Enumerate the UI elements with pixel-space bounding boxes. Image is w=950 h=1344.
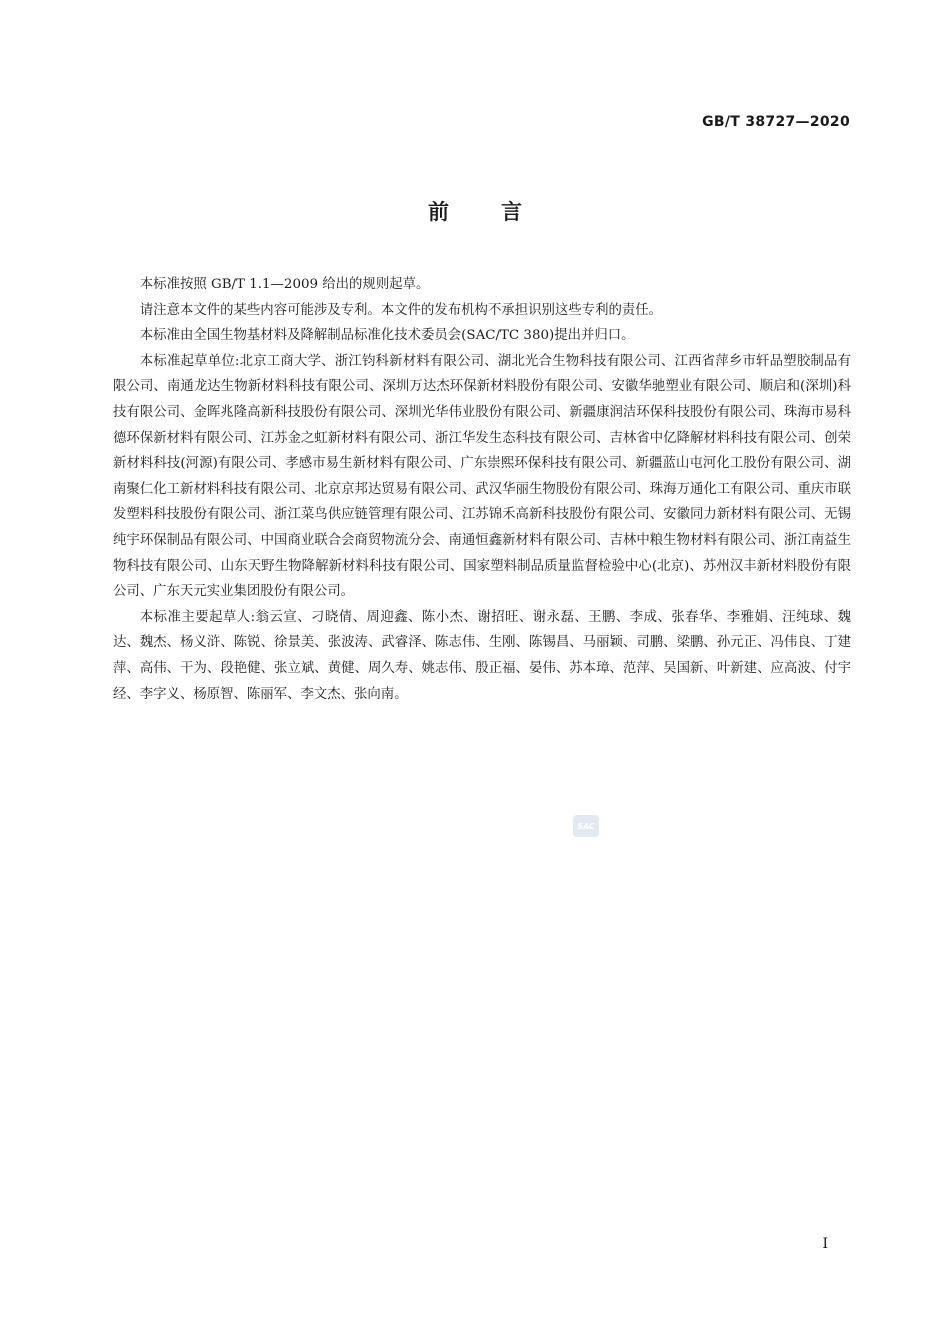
page-number: I [822, 1236, 828, 1252]
paragraph-patent-notice: 请注意本文件的某些内容可能涉及专利。本文件的发布机构不承担识别这些专利的责任。 [139, 302, 663, 318]
heading-char-2: 言 [501, 200, 522, 224]
paragraph-drafting-rules: 本标准按照 GB/T 1.1—2009 给出的规则起草。 [139, 277, 430, 292]
sac-watermark-logo: SAC [573, 815, 599, 837]
paragraph-proposer: 本标准由全国生物基材料及降解制品标准化技术委员会(SAC/TC 380)提出并归口。 [139, 328, 635, 344]
paragraph-drafting-units: 本标准起草单位:北京工商大学、浙江钧科新材料有限公司、湖北光合生物科技有限公司、江西省萍乡市轩品塑胶制品有限公司、南通龙达生物新材料科技有限公司、深圳万达杰环保新材料股份有限公司、安徽华驰塑业有限公司、顺启和(深圳)科技有限公司、金晖兆隆高新科技股份有限公司、深圳光华伟业股份有限公司、新疆康润洁环保科技股份有限公司、珠海市易科德环保新材料有限公司、江苏金之虹新材料有限公司、浙江华发生态科技有限公司、吉林省中亿降解材料科技有限公司、创荣新材料科技(河源)有限公司、孝感市易生新材料有限公司、广东崇熙环保科技有限公司、新疆蓝山屯河化工股份有限公司、湖南聚仁化工新材料科技有限公司、北京京邦达贸易有限公司、武汉华丽生物股份有限公司、珠海万通化工有限公司、重庆市联发塑料科技股份有限公司、浙江菜鸟供应链管理有限公司、江苏锦禾高新科技股份有限公司、安徽同力新材料有限公司、无锡纯宇环保制品有限公司、中国商业联合会商贸物流分会、南通恒鑫新材料有限公司、吉林中粮生物材料有限公司、浙江南益生物科技有限公司、山东天野生物降解新材料科技有限公司、国家塑料制品质量监督检验中心(北京)、苏州汉丰新材料股份有限公司、广东天元实业集团股份有限公司。 [113, 353, 851, 600]
foreword-heading [0, 196, 950, 226]
paragraph-drafters: 本标准主要起草人:翁云宣、刁晓倩、周迎鑫、陈小杰、谢招旺、谢永磊、王鹏、李成、张春华、李雅娟、汪纯球、魏达、魏杰、杨义浒、陈锐、徐景美、张波涛、武睿泽、陈志伟、生刚、陈锡昌、马丽颖、司鹏、梁鹏、孙元正、冯伟良、丁建萍、高伟、干为、段艳健、张立斌、黄健、周久寿、姚志伟、殷正福、晏伟、苏本璋、范萍、吴国新、叶新建、应高波、付宇经、李字义、杨原智、陈丽军、李文杰、张向南。 [113, 609, 851, 702]
foreword-body [113, 272, 851, 707]
standard-number: GB/T 38727—2020 [702, 114, 850, 130]
heading-char-1: 前 [428, 200, 449, 224]
